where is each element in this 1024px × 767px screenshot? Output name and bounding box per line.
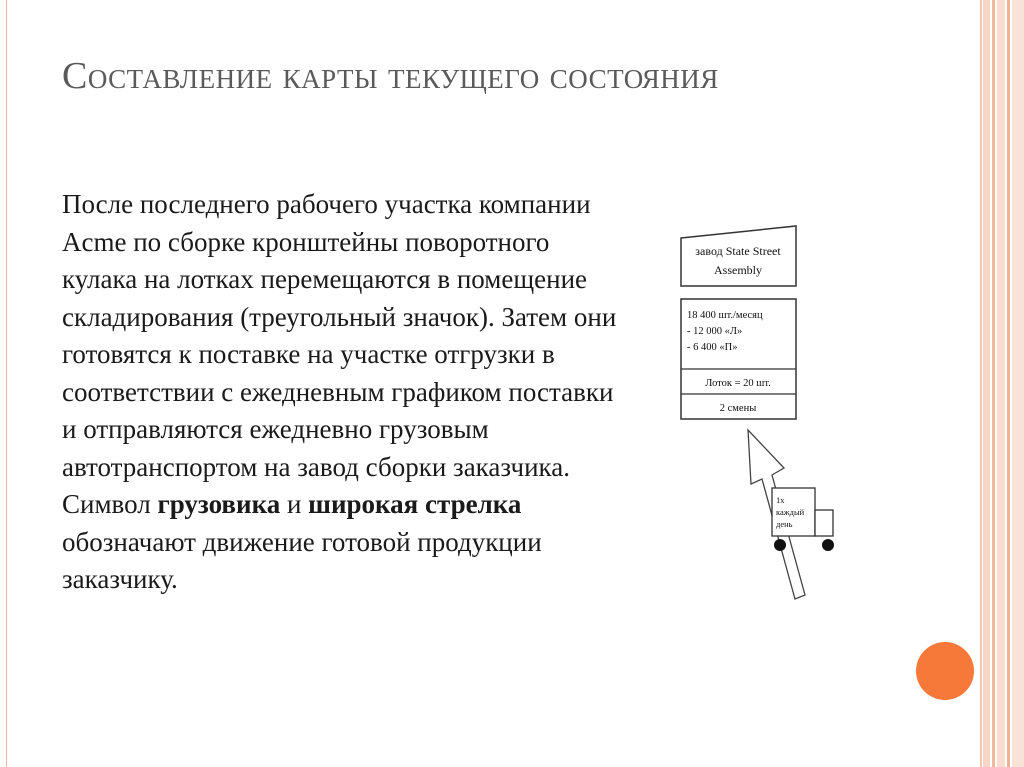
paragraph-bold-arrow: широкая стрелка [308, 489, 522, 519]
shifts: 2 смены [719, 403, 757, 414]
demand-line-2: - 12 000 «Л» [687, 326, 743, 337]
decorative-stripes [980, 0, 1024, 767]
decorative-circle [916, 642, 974, 700]
truck-icon [772, 488, 834, 551]
tray-size: Лоток = 20 шт. [705, 378, 771, 389]
body-paragraph [62, 186, 622, 599]
truck-frequency-line1: 1х [776, 495, 785, 505]
truck-frequency-line3: день [776, 519, 793, 529]
paragraph-part-2: и [280, 489, 309, 519]
paragraph-bold-truck: грузовика [157, 489, 281, 519]
paragraph-part-1: После последнего рабочего участка компании Acme по сборке кронштейны поворотного кулака на лотках перемещаются в помещение складирования (треугольный значок). Затем они готовятся к поставке на участке отгрузки в соответствии с ежедневным графиком поставки и отправляются ежедневно грузовым автотранспортом на завод сборки заказчика. Символ [62, 189, 617, 519]
demand-line-3: - 6 400 «П» [687, 342, 738, 353]
slide-title: Составление карты текущего состояния [62, 55, 719, 97]
demand-line-1: 18 400 шт./месяц [687, 310, 763, 321]
paragraph-part-3: обозначают движение готовой продукции заказчику. [62, 526, 542, 594]
factory-name-line1: завод State Street [695, 244, 781, 258]
left-border-line [6, 0, 7, 767]
truck-frequency-line2: каждый [776, 507, 805, 517]
value-stream-diagram [660, 218, 850, 608]
factory-name-line2: Assembly [714, 263, 762, 277]
